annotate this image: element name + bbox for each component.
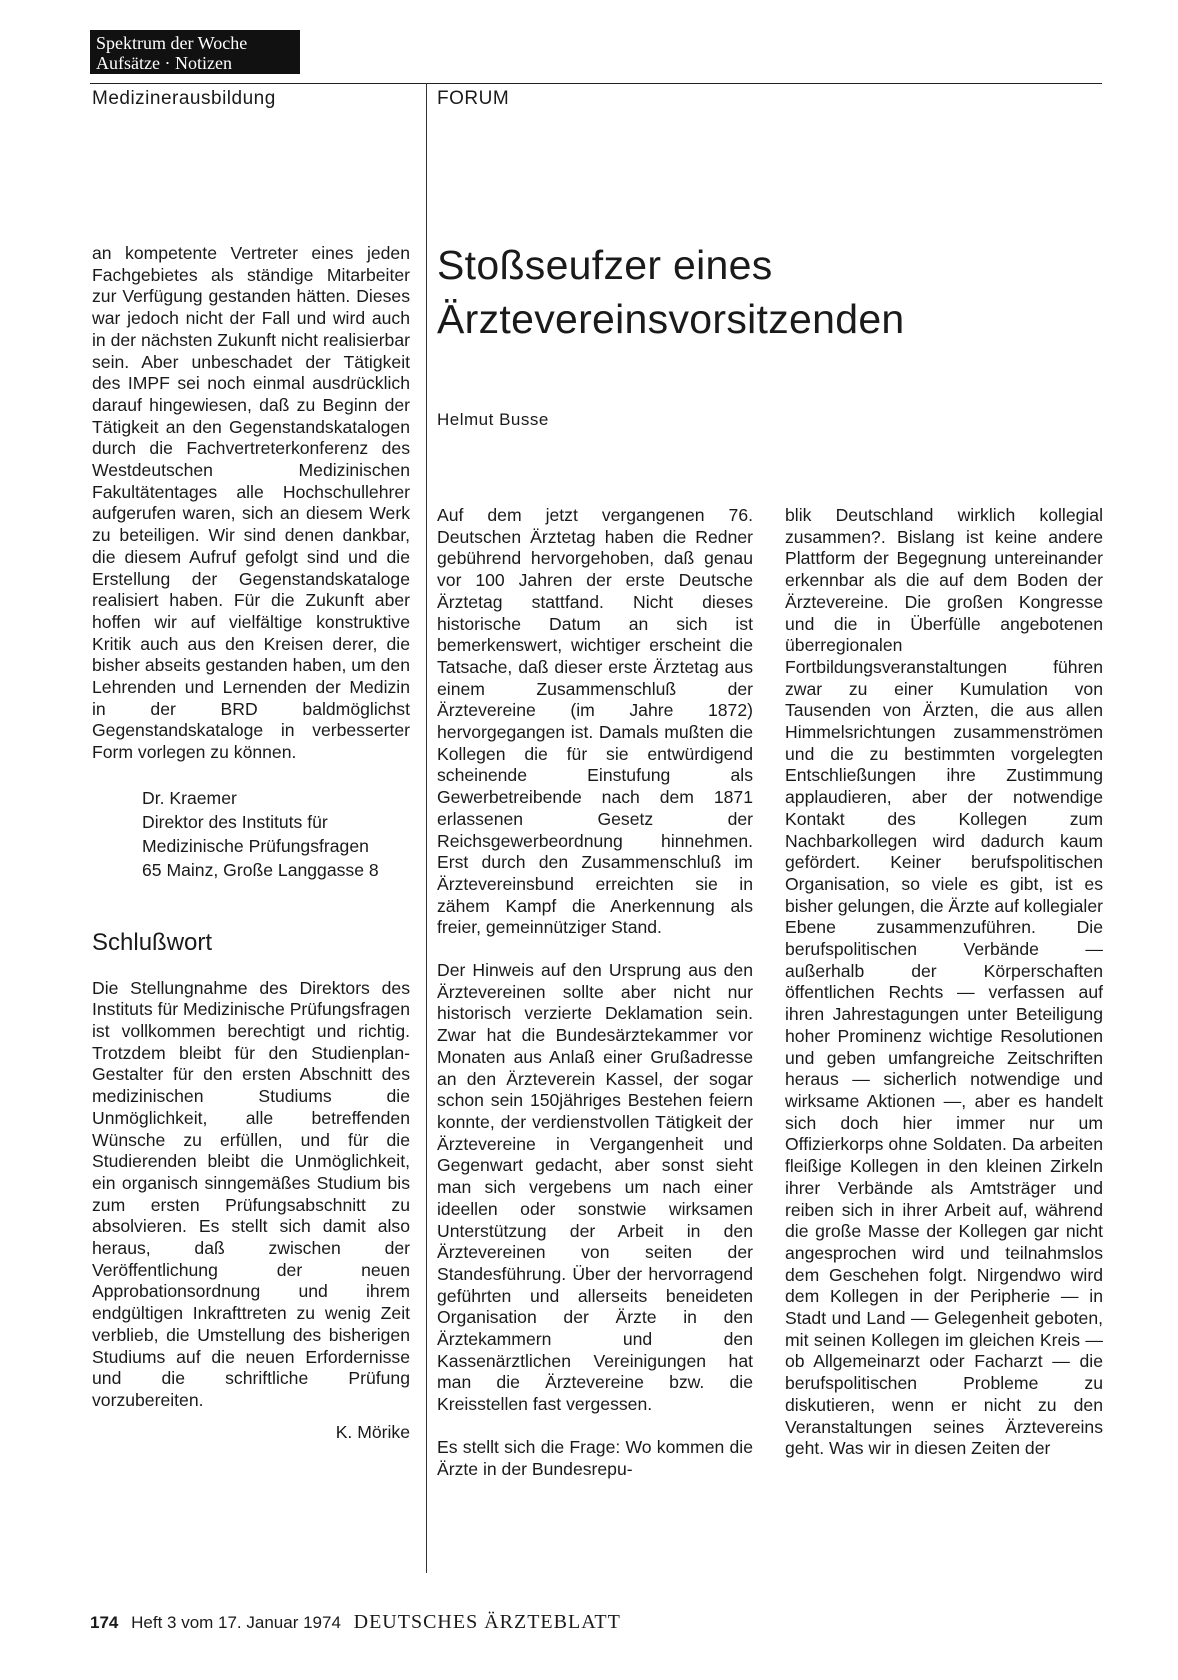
signature-name: Dr. Kraemer — [142, 787, 237, 808]
page-footer — [90, 1611, 621, 1634]
reply-body: Die Stellungnahme des Direktors des Instituts für Medizinische Prüfungsfragen ist vollkommen berechtigt und richtig. Trotzdem bleibt für den Studienplan-Gestalter für den ersten Abschnitt des medizinischen Studiums die Unmöglichkeit, alle betreffenden Wünsche zu erfüllen, und für die Studierenden bleibt die Unmöglichkeit, ein organisch sinngemäßes Studium bis zum ersten Prüfungsabschnitt zu absolvieren. Es stellt sich damit also heraus, daß zwischen der Veröffentlichung der neuen Approbationsordnung und ihrem endgültigen Inkrafttreten zu wenig Zeit verblieb, die Umstellung des bisherigen Studiums auf die neuen Erfordernisse und die schriftliche Prüfung vorzubereiten. — [92, 977, 410, 1410]
letter-signature — [142, 786, 410, 882]
signature-institute: Medizinische Prüfungsfragen — [142, 835, 369, 856]
column-divider — [426, 83, 427, 1573]
article-middle-column — [437, 505, 753, 1480]
masthead — [90, 30, 300, 74]
article-paragraph: Es stellt sich die Frage: Wo kommen die Ärzte in der Bundesrepu- — [437, 1436, 753, 1479]
article-right-column — [785, 505, 1103, 1460]
masthead-line-1: Spektrum der Woche — [96, 33, 248, 53]
article-author: Helmut Busse — [437, 410, 549, 429]
signature-address: 65 Mainz, Große Langgasse 8 — [142, 859, 379, 880]
reply-author: K. Mörike — [335, 1421, 410, 1442]
signature-title: Direktor des Instituts für — [142, 811, 328, 832]
left-column — [92, 243, 410, 1443]
section-label-left: Medizinerausbildung — [92, 88, 276, 109]
issue-info: Heft 3 vom 17. Januar 1974 — [131, 1613, 341, 1632]
section-label-right: FORUM — [437, 88, 510, 109]
article-title-line-1: Stoßseufzer eines — [437, 242, 773, 288]
article-paragraph: Auf dem jetzt vergangenen 76. Deutschen Ärztetag haben die Redner gebührend hervorgehoben, daß genau vor 100 Jahren der erste Deutsche Ärztetag stattfand. Nicht dieses historische Datum an sich ist bemerkenswert, wichtiger erscheint die Tatsache, daß dieser erste Ärztetag aus einem Zusammenschluß der Ärztevereine (im Jahre 1872) hervorgegangen ist. Damals mußten die Kollegen die für sie entwürdigend scheinende Einstufung als Gewerbetreibende nach dem 1871 erlassenen Gesetz der Reichsgewerbeordnung hinnehmen. Erst durch den Zusammenschluß im Ärztevereinsbund erreichten sie in zähem Kampf die Anerkennung als freier, gemeinnütziger Stand. — [437, 505, 753, 938]
publication-name: DEUTSCHES ÄRZTEBLATT — [353, 1611, 621, 1633]
subheading-schlusswort: Schlußwort — [92, 928, 213, 956]
masthead-line-2: Aufsätze · Notizen — [96, 53, 232, 73]
article-paragraph: Der Hinweis auf den Ursprung aus den Ärztevereinen sollte aber nicht nur historisch verzierte Deklamation sein. Zwar hat die Bundesärztekammer vor Monaten aus Anlaß einer Grußadresse an den Ärzteverein Kassel, der sogar schon sein 150jähriges Bestehen feiern konnte, der verdienstvollen Tätigkeit der Ärztevereine in Vergangenheit und Gegenwart gedacht, aber sonst sieht man sich vergebens um nach einer ideellen oder sonstwie wirksamen Unterstützung der Arbeit in den Ärztevereinen von seiten der Standesführung. Über der hervorragend geführten und allerseits beneideten Organisation der Ärzte in den Ärztekammern und den Kassenärztlichen Vereinigungen hat man die Ärztevereine bzw. die Kreisstellen fast vergessen. — [437, 960, 753, 1415]
letter-body: an kompetente Vertreter eines jeden Fachgebietes als ständige Mitarbeiter zur Verfügung gestanden hätten. Dieses war jedoch nicht der Fall und wird auch in der nächsten Zukunft nicht realisierbar sein. Aber unbeschadet der Tätigkeit des IMPF sei noch einmal ausdrücklich darauf hingewiesen, daß zu Beginn der Tätigkeit an den Gegenstandskatalogen durch die Fachvertreterkonferenz des Westdeutschen Medizinischen Fakultätentages alle Hochschullehrer aufgerufen waren, sich an diesem Werk zu beteiligen. Wir sind denen dankbar, die diesem Aufruf gefolgt sind und die Erstellung der Gegenstandskataloge realisiert haben. Für die Zukunft aber hoffen wir auf vielfältige konstruktive Kritik auch aus den Kreisen derer, die bisher abseits gestanden haben, um den Lehrenden und Lernenden der Medizin in der BRD baldmöglichst Gegenstandskataloge in verbesserter Form vorlegen zu können. — [92, 243, 410, 763]
article-title-line-2: Ärztevereinsvorsitzenden — [437, 296, 905, 342]
article-title — [437, 238, 1097, 346]
header-rule — [90, 83, 1102, 84]
article-paragraph: blik Deutschland wirklich kollegial zusammen?. Bislang ist keine andere Plattform der Begegnung untereinander erkennbar als die auf dem Boden der Ärztevereine. Die großen Kongresse und die in Überfülle angebotenen überregionalen Fortbildungsveranstaltungen führen zwar zu einer Kumulation von Tausenden von Ärzten, die aus allen Himmelsrichtungen zusammenströmen und die zu bestimmten vorgelegten Entschließungen ihre Zustimmung applaudieren, aber der notwendige Kontakt des Kollegen zum Nachbarkollegen wird dadurch kaum gefördert. Keiner berufspolitischen Organisation, so viele es gibt, ist es bisher gelungen, die Ärzte auf kollegialer Ebene zusammenzuführen. Die berufspolitischen Verbände — außerhalb der Körperschaften öffentlichen Rechts — verfassen auf ihren Jahrestagungen unter Beteiligung hoher Prominenz wichtige Resolutionen und geben umfangreiche Zeitschriften heraus — sicherlich notwendige und wirksame Aktionen —, aber es handelt sich doch hier immer nur um Offizierkorps ohne Soldaten. Da arbeiten fleißige Kollegen in den kleinen Zirkeln ihrer Verbände als Amtsträger und reiben sich in ihrer Arbeit auf, während die große Masse der Kollegen gar nicht angesprochen wird und teilnahmslos dem Geschehen folgt. Nirgendwo wird dem Kollegen in der Peripherie — in Stadt und Land — Gelegenheit geboten, mit seinen Kollegen im gleichen Kreis — ob Allgemeinarzt oder Facharzt — die berufspolitischen Probleme zu diskutieren, wenn er nicht zu den Veranstaltungen seines Ärztevereins geht. Was wir in diesen Zeiten der — [785, 505, 1103, 1459]
page-number: 174 — [90, 1613, 119, 1632]
